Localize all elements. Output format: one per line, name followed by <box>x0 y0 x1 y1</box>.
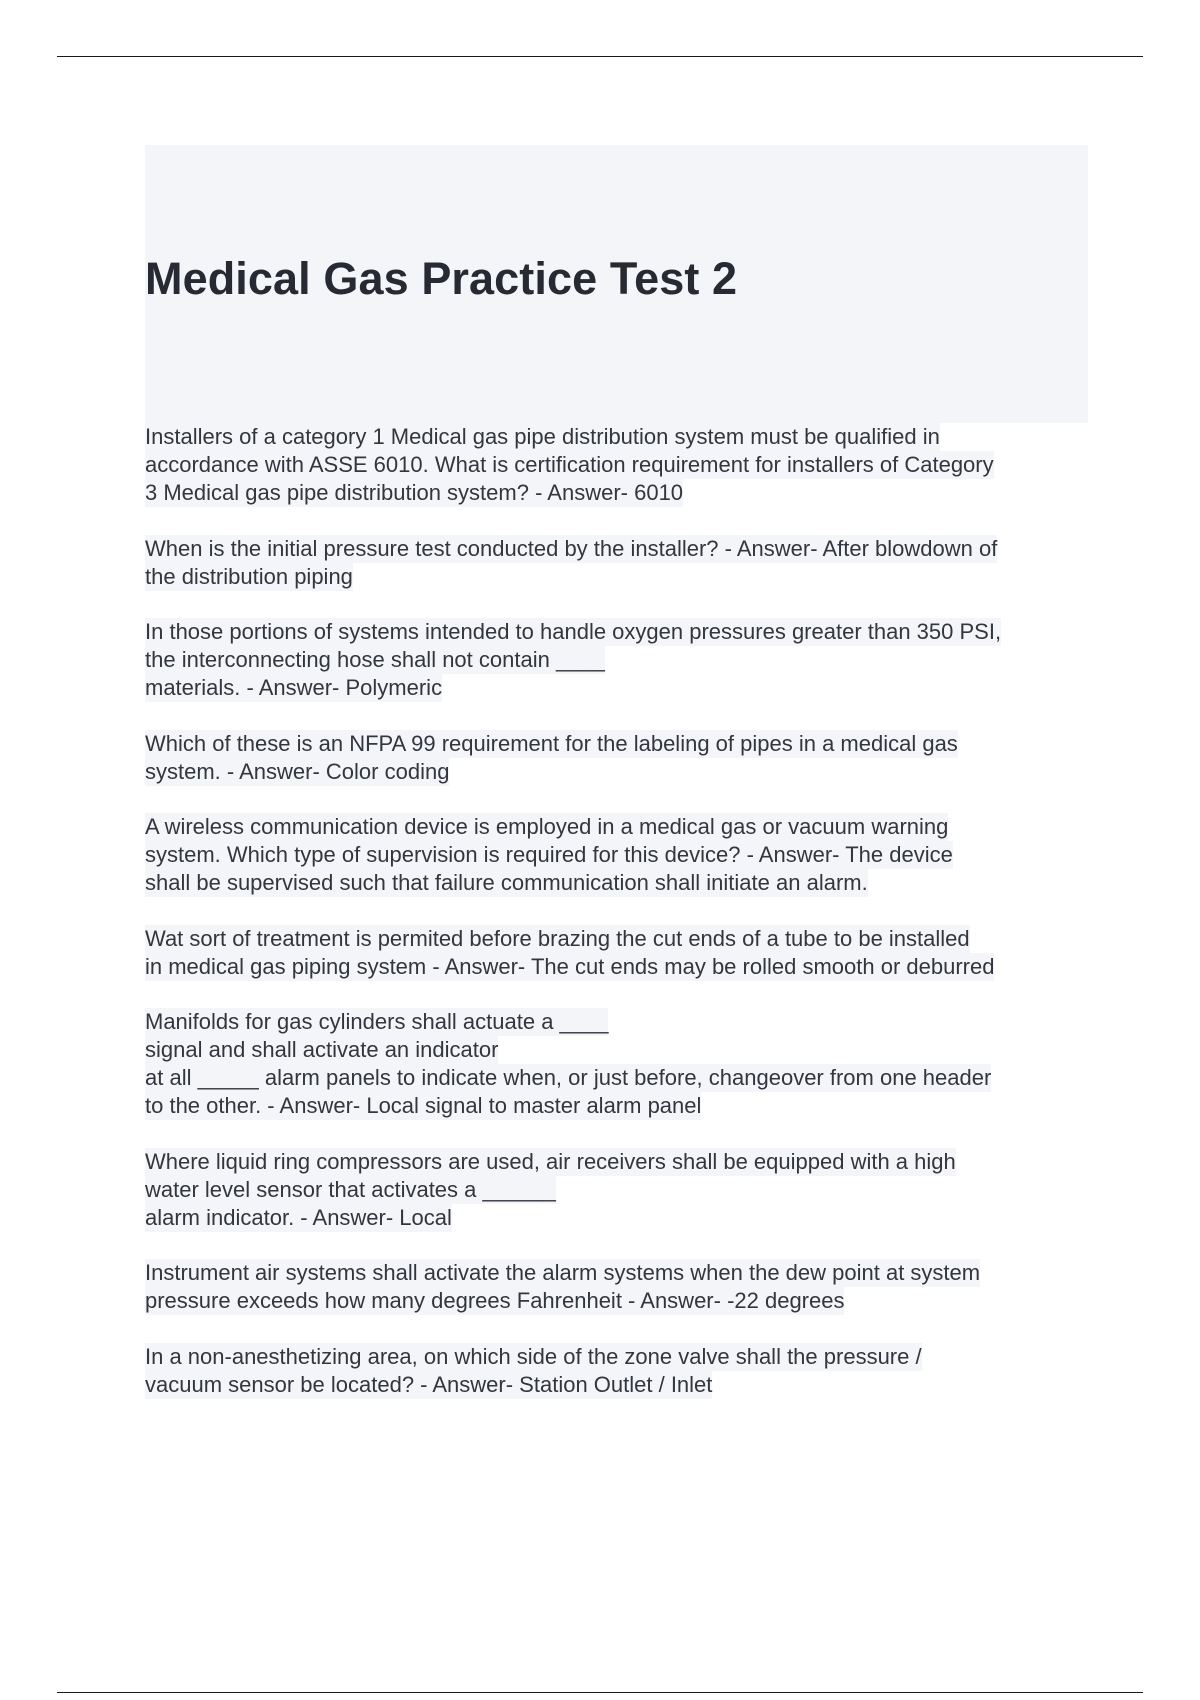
qa-line: at all _____ alarm panels to indicate when, or just before, changeover from one header <box>145 1065 992 1090</box>
qa-line: water level sensor that activates a ______ <box>145 1176 556 1202</box>
qa-line: system. Which type of supervision is required for this device? - Answer- The device <box>145 842 953 867</box>
qa-line: Wat sort of treatment is permited before brazing the cut ends of a tube to be installed <box>145 925 970 951</box>
bottom-rule <box>57 1692 1143 1693</box>
qa-item <box>145 618 1095 702</box>
qa-item <box>145 730 1095 786</box>
qa-item <box>145 813 1095 897</box>
qa-item <box>145 1008 1095 1120</box>
qa-line: In a non-anesthetizing area, on which side of the zone valve shall the pressure / <box>145 1343 922 1369</box>
qa-line: vacuum sensor be located? - Answer- Station Outlet / Inlet <box>145 1371 713 1397</box>
qa-line: in medical gas piping system - Answer- The cut ends may be rolled smooth or deburred <box>145 953 995 979</box>
qa-line: alarm indicator. - Answer- Local <box>145 1204 452 1230</box>
qa-list <box>145 423 1095 1426</box>
qa-item <box>145 1148 1095 1232</box>
qa-item <box>145 423 1095 507</box>
qa-line: accordance with ASSE 6010. What is certification requirement for installers of Category <box>145 452 994 477</box>
qa-line: When is the initial pressure test conducted by the installer? - Answer- After blowdown of <box>145 535 998 561</box>
qa-line: A wireless communication device is employed in a medical gas or vacuum warning <box>145 814 949 839</box>
qa-item <box>145 1259 1095 1315</box>
qa-line: shall be supervised such that failure communication shall initiate an alarm. <box>145 870 868 895</box>
qa-line: 3 Medical gas pipe distribution system? - Answer- 6010 <box>145 480 684 505</box>
qa-line: In those portions of systems intended to handle oxygen pressures greater than 350 PSI, <box>145 619 1002 644</box>
qa-line: Manifolds for gas cylinders shall actuate a ____ <box>145 1009 609 1034</box>
qa-line: Where liquid ring compressors are used, air receivers shall be equipped with a high <box>145 1148 956 1174</box>
qa-line: system. - Answer- Color coding <box>145 758 450 784</box>
qa-line: signal and shall activate an indicator <box>145 1037 499 1062</box>
qa-item <box>145 925 1095 981</box>
qa-line: to the other. - Answer- Local signal to master alarm panel <box>145 1093 702 1118</box>
qa-line: Which of these is an NFPA 99 requirement for the labeling of pipes in a medical gas <box>145 730 958 756</box>
qa-item <box>145 1343 1095 1399</box>
qa-line: the distribution piping <box>145 563 353 589</box>
top-rule <box>57 56 1143 57</box>
qa-item <box>145 535 1095 591</box>
qa-line: the interconnecting hose shall not contain ____ <box>145 647 605 672</box>
qa-line: materials. - Answer- Polymeric <box>145 675 443 700</box>
qa-line: Instrument air systems shall activate the alarm systems when the dew point at system <box>145 1260 981 1285</box>
qa-line: Installers of a category 1 Medical gas pipe distribution system must be qualified in <box>145 424 940 449</box>
qa-line: pressure exceeds how many degrees Fahrenheit - Answer- -22 degrees <box>145 1288 845 1313</box>
page-title: Medical Gas Practice Test 2 <box>145 253 738 304</box>
